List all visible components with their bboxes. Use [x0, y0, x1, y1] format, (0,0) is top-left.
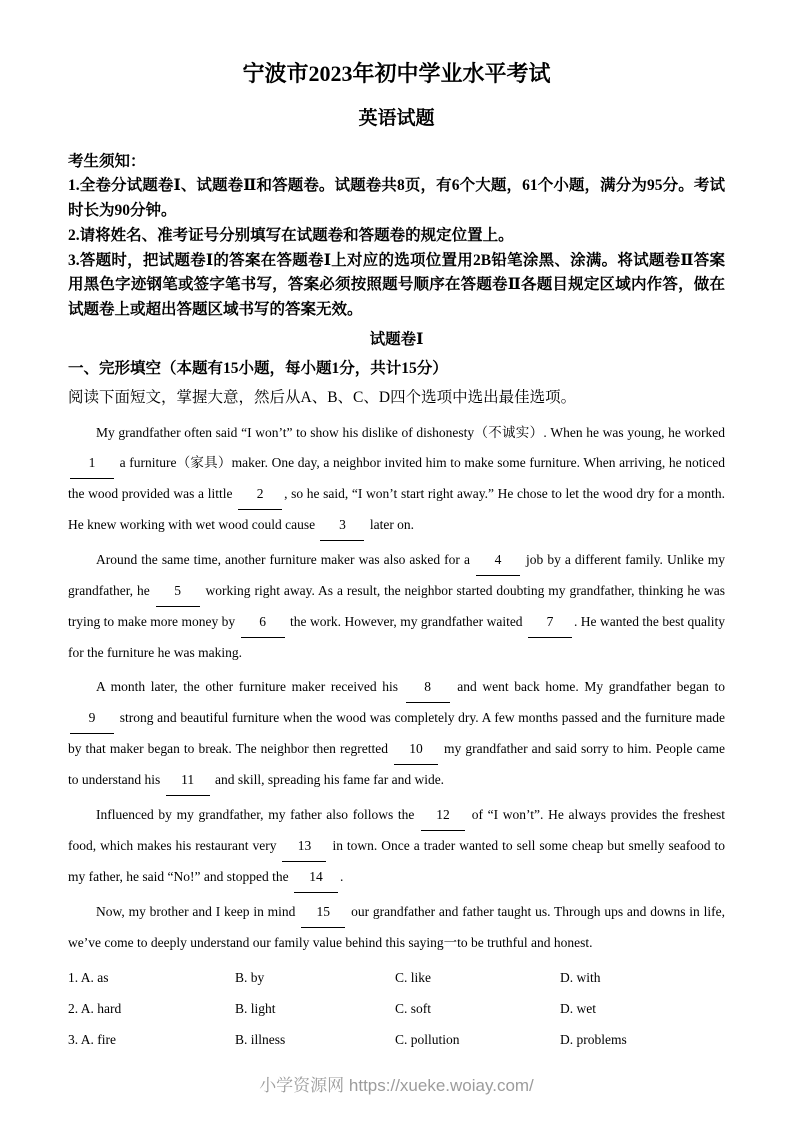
- blank-5: 5: [156, 576, 200, 607]
- blank-10: 10: [394, 734, 438, 765]
- question-2-option-a: 2. A. hard: [68, 1001, 122, 1017]
- exam-title: 宁波市2023年初中学业水平考试: [242, 61, 551, 86]
- question-row: [68, 962, 725, 993]
- passage-paragraph: Now, my brother and I keep in mind 15 our grandfather and father taught us. Through ups and downs in life, we’ve come to deeply understand our family value behind this saying一to be truthful and honest.: [68, 897, 725, 958]
- blank-7: 7: [528, 607, 572, 638]
- blank-15: 15: [301, 897, 345, 928]
- passage: [68, 418, 725, 958]
- blank-14: 14: [294, 862, 338, 893]
- blank-13: 13: [282, 831, 326, 862]
- footer-watermark: 小学资源网 https://xueke.woiay.com/: [259, 1076, 534, 1095]
- question-2-option-d: D. wet: [560, 1001, 596, 1017]
- blank-1: 1: [70, 448, 114, 479]
- questions: [68, 962, 725, 1055]
- question-2-option-b: B. light: [235, 1001, 276, 1017]
- question-3-option-b: B. illness: [235, 1032, 286, 1048]
- section-instructions: 阅读下面短文，掌握大意，然后从A、B、C、D四个选项中选出最佳选项。: [68, 388, 577, 406]
- blank-6: 6: [241, 607, 285, 638]
- notice-list: [68, 174, 725, 323]
- notice-item: 3.答题时，把试题卷Ⅰ的答案在答题卷Ⅰ上对应的选项位置用2B铅笔涂黑、涂满。将试题卷Ⅱ答案用黑色字迹钢笔或签字笔书写，答案必须按照题号顺序在答题卷Ⅱ各题目规定区域内作答，做在试题卷上或超出答题区域书写的答案无效。: [68, 251, 725, 319]
- question-1-option-d: D. with: [560, 970, 601, 986]
- notice-item: 2.请将姓名、准考证号分别填写在试题卷和答题卷的规定位置上。: [68, 226, 514, 244]
- question-1-option-b: B. by: [235, 970, 265, 986]
- notice-heading: 考生须知：: [68, 152, 146, 170]
- question-3-option-d: D. problems: [560, 1032, 627, 1048]
- blank-2: 2: [238, 479, 282, 510]
- question-2-option-c: C. soft: [395, 1001, 432, 1017]
- section-heading: 一、完形填空（本题有15小题，每小题1分，共计15分）: [68, 359, 448, 377]
- question-3-option-c: C. pollution: [395, 1032, 460, 1048]
- exam-subtitle: 英语试题: [358, 107, 435, 129]
- passage-paragraph: Influenced by my grandfather, my father also follows the 12 of “I won’t”. He always provides the freshest food, which makes his restaurant very 13 in town. Once a trader wanted to sell some cheap but smelly seafood to my father, he said “No!” and stopped the 14 .: [68, 800, 725, 893]
- blank-8: 8: [406, 672, 450, 703]
- blank-9: 9: [70, 703, 114, 734]
- blank-3: 3: [320, 510, 364, 541]
- question-1-option-a: 1. A. as: [68, 970, 109, 986]
- question-row: [68, 1024, 725, 1055]
- passage-paragraph: Around the same time, another furniture maker was also asked for a 4 job by a different family. Unlike my grandfather, he 5 working right away. As a result, the neighbor started doubting my grandfather, thinking he was trying to make more money by 6 the work. However, my grandfather waited 7 . He wanted the best quality for the furniture he was making.: [68, 545, 725, 668]
- notice-section: [68, 150, 725, 324]
- passage-paragraph: A month later, the other furniture maker received his 8 and went back home. My grandfather began to 9 strong and beautiful furniture when the wood was completely dry. A few months passed and the furniture made by that maker began to break. The neighbor then regretted 10 my grandfather and said sorry to him. People came to understand his 11 and skill, spreading his fame far and wide.: [68, 672, 725, 796]
- blank-4: 4: [476, 545, 520, 576]
- question-3-option-a: 3. A. fire: [68, 1032, 116, 1048]
- notice-item: 1.全卷分试题卷Ⅰ、试题卷Ⅱ和答题卷。试题卷共8页，有6个大题，61个小题，满分为95分。考试时长为90分钟。: [68, 177, 725, 220]
- blank-11: 11: [166, 765, 210, 796]
- question-row: [68, 993, 725, 1024]
- paper-label: 试题卷Ⅰ: [369, 331, 424, 349]
- passage-paragraph: My grandfather often said “I won’t” to show his dislike of dishonesty（不诚实）. When he was young, he worked 1 a furniture（家具）maker. One day, a neighbor invited him to make some furniture. When arriving, he noticed the wood provided was a little 2 , so he said, “I won’t start right away.” He chose to let the wood dry for a month. He knew working with wet wood could cause 3 later on.: [68, 418, 725, 541]
- blank-12: 12: [421, 800, 465, 831]
- question-1-option-c: C. like: [395, 970, 431, 986]
